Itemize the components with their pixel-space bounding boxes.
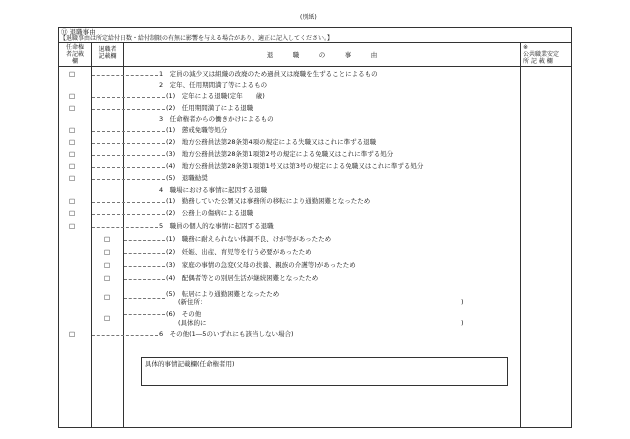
employer-checkbox[interactable]: □ bbox=[69, 150, 76, 158]
retiree-checkbox[interactable]: □ bbox=[104, 274, 111, 282]
other-detail-close: ) bbox=[461, 319, 464, 327]
reason-3-3: (3) 地方公務員法第28条第1項第2号の規定による免職又はこれに準ずる処分 bbox=[166, 150, 394, 158]
attachment-label: (別紙) bbox=[300, 14, 317, 21]
employer-checkbox[interactable]: □ bbox=[69, 104, 76, 112]
leader-dots bbox=[92, 143, 165, 144]
retiree-checkbox[interactable]: □ bbox=[104, 314, 111, 322]
reason-3-2: (2) 地方公務員法第28条第4項の規定による失職又はこれに準ずる退職 bbox=[166, 138, 377, 146]
leader-dots bbox=[124, 298, 165, 299]
leader-dots bbox=[124, 266, 165, 267]
retiree-checkbox[interactable]: □ bbox=[104, 261, 111, 269]
employer-checkbox[interactable]: □ bbox=[69, 138, 76, 146]
leader-dots bbox=[92, 167, 165, 168]
employer-checkbox[interactable]: □ bbox=[69, 174, 76, 182]
reason-2: 2 定年、任用期間満了等によるもの bbox=[159, 81, 268, 89]
col-header-employer: 任命権 者記載 欄 bbox=[65, 44, 84, 65]
reason-3-1: (1) 懲戒免職等処分 bbox=[166, 126, 228, 134]
employer-checkbox[interactable]: □ bbox=[69, 70, 76, 78]
employer-checkbox[interactable]: □ bbox=[69, 222, 76, 230]
leader-dots bbox=[92, 97, 165, 98]
reason-2-1: (1) 定年による退職(定年 歳) bbox=[166, 92, 265, 100]
header-bottom-rule bbox=[58, 66, 572, 67]
free-text-box-label: 具体的事情記載欄(任命権者用) bbox=[145, 360, 235, 368]
reason-6: 6 その他(1―5のいずれにも該当しない場合) bbox=[159, 330, 294, 338]
leader-dots bbox=[92, 227, 158, 228]
reason-5-2: (2) 妊娠、出産、育児等を行う必要があったため bbox=[166, 248, 312, 256]
leader-dots bbox=[92, 214, 165, 215]
employer-checkbox[interactable]: □ bbox=[69, 197, 76, 205]
retiree-checkbox[interactable]: □ bbox=[104, 248, 111, 256]
reason-5-1: (1) 職務に耐えられない体調不良、けが等があったため bbox=[166, 235, 332, 243]
new-address-close: ) bbox=[461, 298, 464, 306]
reason-5-6: (6) その他 bbox=[166, 310, 202, 318]
retiree-checkbox[interactable]: □ bbox=[104, 293, 111, 301]
col-header-retiree: 退職者 記載欄 bbox=[98, 46, 117, 60]
col-header-office: ※ 公共職業安定 所 記 載 欄 bbox=[523, 44, 560, 65]
reason-5-5: (5) 転居により通勤困難となったため bbox=[166, 290, 280, 298]
col-header-reason: 退 職 の 事 由 bbox=[266, 51, 378, 59]
leader-dots bbox=[92, 202, 165, 203]
leader-dots bbox=[124, 314, 165, 315]
leader-dots bbox=[92, 335, 158, 336]
reason-3-4: (4) 地方公務員法第28条第1項第1号又は第3号の規定による免職又はこれに準ずる処分 bbox=[166, 162, 424, 170]
leader-dots bbox=[92, 109, 165, 110]
leader-dots bbox=[124, 240, 165, 241]
reason-2-2: (2) 任用期間満了による退職 bbox=[166, 104, 254, 112]
col-divider-3 bbox=[520, 42, 521, 428]
reason-4-1: (1) 勤務していた公署又は事務所の移転により通勤困難となったため bbox=[166, 197, 371, 205]
reason-5-4: (4) 配偶者等との別居生活が継続困難となったため bbox=[166, 274, 319, 282]
col-divider-1 bbox=[91, 42, 92, 428]
employer-checkbox[interactable]: □ bbox=[69, 162, 76, 170]
reason-1: 1 定員の減少又は組織の改廃のため過員又は廃職を生ずることによるもの bbox=[159, 70, 378, 78]
employer-checkbox[interactable]: □ bbox=[69, 92, 76, 100]
reason-5-3: (3) 家庭の事情の急変(父母の扶養、親族の介護等)があったため bbox=[166, 261, 356, 269]
reason-5: 5 職員の個人的な事情に起因する退職 bbox=[159, 222, 274, 230]
reason-4: 4 職場における事情に起因する退職 bbox=[159, 186, 268, 194]
new-address-label: (新住所： bbox=[178, 298, 207, 306]
leader-dots bbox=[92, 75, 158, 76]
col-divider-2 bbox=[123, 42, 124, 428]
retiree-checkbox[interactable]: □ bbox=[104, 235, 111, 243]
leader-dots bbox=[124, 253, 165, 254]
leader-dots bbox=[92, 155, 165, 156]
employer-checkbox[interactable]: □ bbox=[69, 330, 76, 338]
employer-checkbox[interactable]: □ bbox=[69, 209, 76, 217]
leader-dots bbox=[92, 131, 165, 132]
section-note: 【退職事由は所定給付日数・給付制限の有無に影響を与える場合があり、適正に記入してください。】 bbox=[60, 35, 334, 42]
reason-3: 3 任命権者からの働きかけによるもの bbox=[159, 115, 274, 123]
header-top-rule bbox=[58, 42, 572, 43]
employer-checkbox[interactable]: □ bbox=[69, 126, 76, 134]
section-title: ⑪ 退職事由 bbox=[61, 28, 96, 36]
leader-dots bbox=[124, 279, 165, 280]
reason-4-2: (2) 公務上の傷病による退職 bbox=[166, 209, 254, 217]
reason-3-5: (5) 退職勧奨 bbox=[166, 174, 208, 182]
leader-dots bbox=[92, 179, 165, 180]
other-detail-label: (具体的に bbox=[178, 319, 207, 327]
